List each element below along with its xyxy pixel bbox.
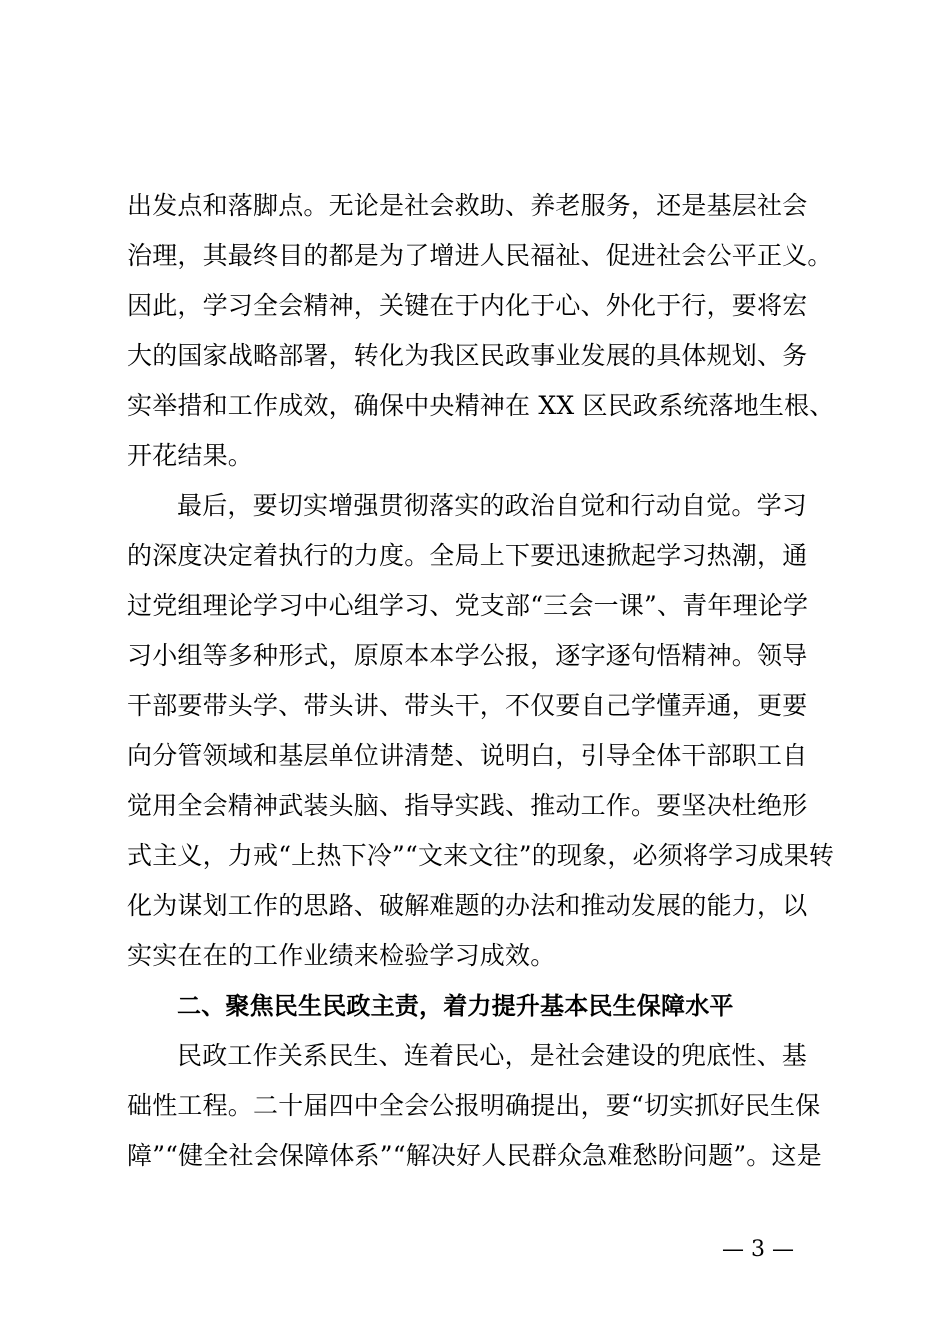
body-text-line: 实实在在的工作业绩来检验学习成效。 (127, 941, 556, 970)
body-text-line: 觉用全会精神武装头脑、指导实践、推动工作。要坚决杜绝形 (127, 791, 808, 820)
body-text-line: 础性工程。二十届四中全会公报明确提出，要“切实抓好民生保 (127, 1091, 821, 1120)
body-text-line: 治理，其最终目的都是为了增进人民福祉、促进社会公平正义。 (127, 241, 833, 270)
body-text-line: 因此，学习全会精神，关键在于内化于心、外化于行，要将宏 (127, 291, 808, 320)
paragraph-first-line: 最后，要切实增强贯彻落实的政治自觉和行动自觉。学习 (177, 491, 808, 520)
body-text-line: 化为谋划工作的思路、破解难题的办法和推动发展的能力，以 (127, 891, 808, 920)
body-text-line: 出发点和落脚点。无论是社会救助、养老服务，还是基层社会 (127, 191, 808, 220)
body-text-line: 向分管领域和基层单位讲清楚、说明白，引导全体干部职工自 (127, 741, 808, 770)
body-text-line: 大的国家战略部署，转化为我区民政事业发展的具体规划、务 (127, 341, 808, 370)
paragraph-first-line: 民政工作关系民生、连着民心，是社会建设的兜底性、基 (177, 1041, 808, 1070)
body-text-line: 习小组等多种形式，原原本本学公报，逐字逐句悟精神。领导 (127, 641, 808, 670)
body-text-line: 开花结果。 (127, 441, 254, 470)
body-text-line: 的深度决定着执行的力度。全局上下要迅速掀起学习热潮，通 (127, 541, 808, 570)
body-text-line: 障”“健全社会保障体系”“解决好人民群众急难愁盼问题”。这是 (127, 1141, 822, 1170)
section-heading: 二、聚焦民生民政主责，着力提升基本民生保障水平 (177, 992, 734, 1020)
body-text-line: 干部要带头学、带头讲、带头干，不仅要自己学懂弄通，更要 (127, 691, 808, 720)
body-text-line: 过党组理论学习中心组学习、党支部“三会一课”、青年理论学 (127, 591, 809, 620)
body-text-line: 式主义，力戒“上热下冷”“文来文往”的现象，必须将学习成果转 (127, 841, 835, 870)
body-text-line: 实举措和工作成效，确保中央精神在 XX 区民政系统落地生根、 (127, 391, 835, 420)
page-number: — 3 — (722, 1237, 794, 1262)
